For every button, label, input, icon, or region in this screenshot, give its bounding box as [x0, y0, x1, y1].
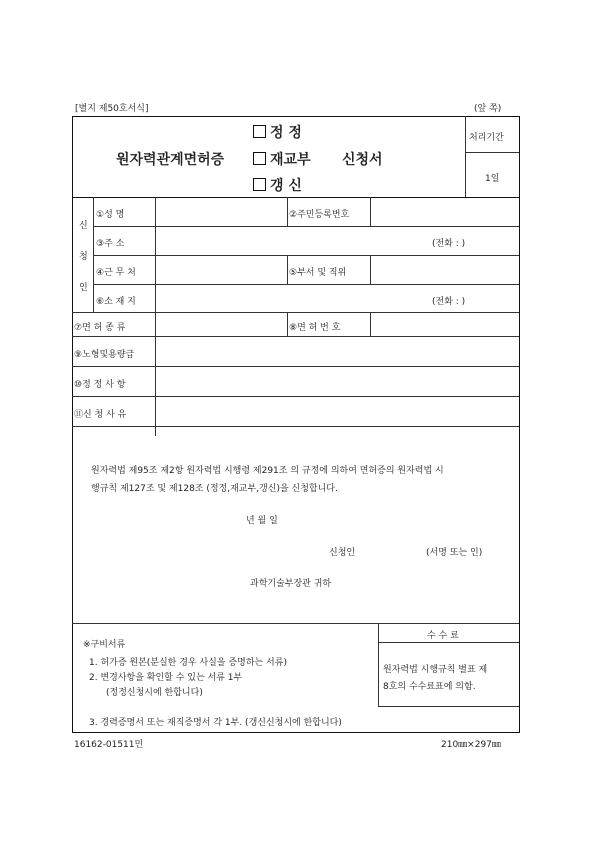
rrn-field[interactable]	[371, 198, 518, 225]
reactor-capacity-label: ⑨노형및용량급	[74, 350, 135, 360]
reason-field[interactable]	[156, 397, 518, 425]
checkbox-icon[interactable]	[253, 178, 266, 191]
checkbox-icon[interactable]	[253, 125, 266, 138]
license-type-label: ⑦면 허 종 류	[74, 323, 126, 333]
reason-label: ⑪신 청 사 유	[74, 410, 127, 420]
workplace-label: ④근 무 처	[96, 268, 136, 278]
application-date: 년 월 일	[246, 516, 278, 526]
option-correction[interactable]: 정 정	[253, 122, 302, 142]
correction-label: ⑩정 정 사 항	[74, 380, 126, 390]
fee-text-1: 원자력법 시행규칙 별표 제	[383, 665, 488, 675]
name-field[interactable]	[156, 198, 286, 225]
document-item-3: 3. 경력증명서 또는 재직증명서 각 1부. (갱신신청시에 한합니다)	[89, 718, 342, 728]
documents-title: ※구비서류	[83, 640, 126, 650]
signature-note: (서명 또는 인)	[426, 548, 483, 558]
page-side: (앞 쪽)	[474, 104, 502, 114]
applicant-signature-label: 신청인	[329, 548, 356, 558]
document-item-2-note: (정정신청시에 한합니다)	[106, 688, 203, 698]
paper-size: 210㎜×297㎜	[441, 740, 501, 750]
department-label: ⑤부서 및 직위	[289, 268, 347, 278]
statement-line-2: 행규칙 제127조 및 제128조 (정정,재교부,갱신)을 신청합니다.	[91, 484, 338, 494]
checkbox-icon[interactable]	[253, 152, 266, 165]
fee-title: 수 수 료	[427, 631, 459, 641]
processing-period-label: 처리기간	[469, 133, 504, 143]
address-label: ③주 소	[96, 239, 125, 249]
applicant-label-1: 신	[79, 221, 88, 231]
document-item-1: 1. 허가증 원본(분실한 경우 사실을 증명하는 서류)	[89, 658, 287, 668]
license-number-field[interactable]	[371, 313, 518, 335]
option-renewal[interactable]: 갱 신	[253, 175, 302, 195]
reactor-capacity-field[interactable]	[156, 337, 518, 365]
address-phone: (전화 : )	[432, 239, 466, 249]
work-phone: (전화 : )	[432, 297, 466, 307]
form-title: 원자력관계면허증	[116, 152, 225, 168]
work-address-field[interactable]	[156, 285, 426, 311]
department-field[interactable]	[371, 256, 518, 283]
license-number-label: ⑧면 허 번 호	[289, 323, 341, 333]
address-field[interactable]	[156, 227, 426, 254]
name-label: ①성 명	[96, 210, 125, 220]
processing-period-value: 1일	[485, 174, 500, 184]
applicant-label-2: 청	[79, 252, 88, 262]
statement-line-1: 원자력법 제95조 제2항 원자력법 시행령 제291조 의 규정에 의하여 면허증의 원자력법 시	[91, 466, 444, 476]
workplace-field[interactable]	[156, 256, 286, 283]
correction-field[interactable]	[156, 367, 518, 395]
option-reissue[interactable]: 재교부	[253, 149, 311, 169]
work-address-label: ⑥소 재 지	[96, 297, 136, 307]
fee-text-2: 8호의 수수료표에 의함.	[383, 682, 476, 692]
document-item-2: 2. 변경사항을 확인할 수 있는 서류 1부	[89, 673, 243, 683]
addressee: 과학기술부장관 귀하	[250, 579, 332, 589]
form-code: 16162-01511민	[74, 740, 144, 750]
form-number: [별지 제50호서식]	[75, 104, 149, 114]
applicant-signature-field[interactable]	[362, 540, 422, 556]
rrn-label: ②주민등록번호	[289, 210, 350, 220]
applicant-label-3: 인	[79, 283, 88, 293]
license-type-field[interactable]	[156, 313, 286, 335]
form-title-suffix: 신청서	[342, 152, 383, 168]
